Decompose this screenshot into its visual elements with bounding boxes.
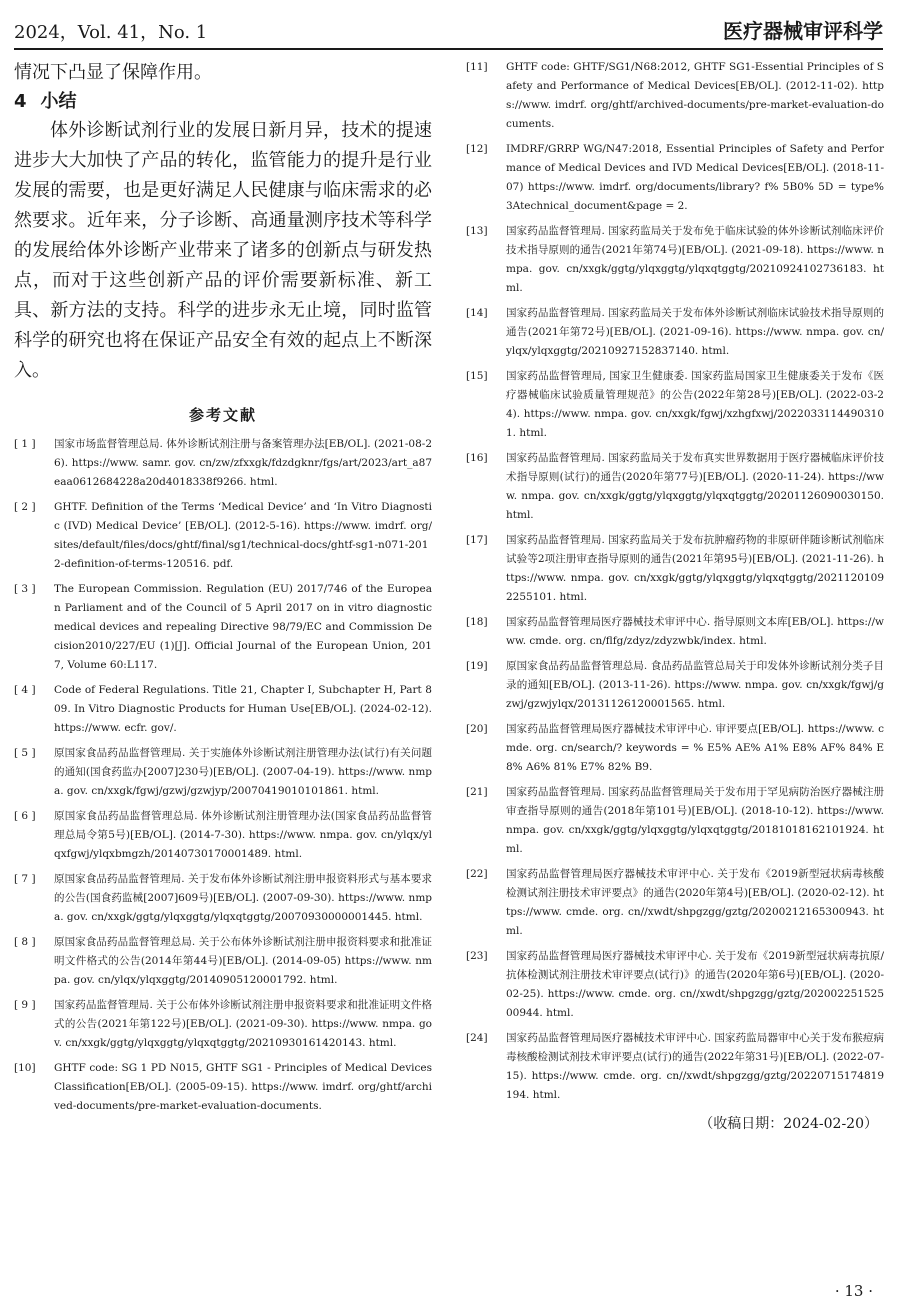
reference-item <box>466 865 884 941</box>
reference-number: [20] <box>466 723 488 735</box>
section-number: 4 <box>14 91 27 112</box>
reference-number: [ 1 ] <box>14 438 36 450</box>
reference-number: [ 8 ] <box>14 936 36 948</box>
reference-text: 国家药品监督管理局医疗器械技术审评中心. 国家药监局器审中心关于发布猴痘病毒核酸检测试剂技术审评要点(试行)的通告(2022年第31号)[EB/OL]. (2022-07-15). https://www. cmde. org. cn//xwdt/shpgzgg/gztg/20220715174819194. html. <box>506 1032 884 1101</box>
reference-number: [18] <box>466 616 488 628</box>
references-list-right <box>466 58 884 1105</box>
right-column <box>466 58 884 1133</box>
summary-paragraph: 体外诊断试剂行业的发展日新月异，技术的提速进步大大加快了产品的转化，监管能力的提升是行业发展的需要，也是更好满足人民健康与临床需求的必然要求。近年来，分子诊断、高通量测序技术等科学的发展给体外诊断产业带来了诸多的创新点与研发热点，而对于这些创新产品的评价需要新标准、新工具、新方法的支持。科学的进步永无止境，同时监管科学的研究也将在保证产品安全有效的起点上不断深入。 <box>14 120 432 381</box>
reference-text: 国家药品监督管理局. 国家药监局关于发布免于临床试验的体外诊断试剂临床评价技术指导原则的通告(2021年第74号)[EB/OL]. (2021-09-18). https://www. nmpa. gov. cn/xxgk/ggtg/ylqxggtg/ylqxqtggtg/20210924102736183. html. <box>506 225 884 294</box>
reference-item <box>466 58 884 134</box>
reference-number: [ 4 ] <box>14 684 36 696</box>
reference-item <box>14 681 432 738</box>
reference-text: 国家药品监督管理局医疗器械技术审评中心. 指导原则文本库[EB/OL]. https://www. cmde. org. cn/flfg/zdyz/zdyzwbk/index. html. <box>506 616 884 647</box>
carryover-text: 情况下凸显了保障作用。 <box>14 62 212 83</box>
received-date: （收稿日期：2024-02-20） <box>699 1116 878 1132</box>
journal-issue: 2024，Vol. 41，No. 1 <box>14 22 208 43</box>
reference-text: 原国家食品药品监督管理总局. 食品药品监管总局关于印发体外诊断试剂分类子目录的通知[EB/OL]. (2013-11-26). https://www. nmpa. gov. cn/xxgk/fgwj/gzwj/gzwjylqx/20131126120001565. html. <box>506 660 884 710</box>
reference-number: [13] <box>466 225 488 237</box>
reference-number: [12] <box>466 143 488 155</box>
reference-text: 原国家食品药品监督管理局. 关于实施体外诊断试剂注册管理办法(试行)有关问题的通知(国食药监办[2007]230号)[EB/OL]. (2007-04-19). https://www. nmpa. gov. cn/xxgk/fgwj/gzwj/gzwjyp/20070419010101861. html. <box>54 747 432 797</box>
reference-number: [ 6 ] <box>14 810 36 822</box>
reference-item <box>14 498 432 574</box>
reference-text: IMDRF/GRRP WG/N47:2018, Essential Principles of Safety and Performance of Medical Devices and IVD Medical Devices[EB/OL]. (2018-11-07) https://www. imdrf. org/documents/library? f% 5B0% 5D = type% 3Atechnical_document&page = 2. <box>506 143 884 212</box>
reference-text: 国家药品监督管理局. 国家药监局关于发布真实世界数据用于医疗器械临床评价技术指导原则(试行)的通告(2020年第77号)[EB/OL]. (2020-11-24). https://www. nmpa. gov. cn/xxgk/ggtg/ylqxggtg/ylqxqtggtg/20201126090030150. html. <box>506 452 884 521</box>
reference-number: [24] <box>466 1032 488 1044</box>
reference-item <box>466 657 884 714</box>
reference-number: [19] <box>466 660 488 672</box>
reference-item <box>14 933 432 990</box>
left-column <box>14 58 432 1122</box>
reference-number: [ 7 ] <box>14 873 36 885</box>
section-heading <box>14 88 432 116</box>
reference-item <box>14 807 432 864</box>
reference-text: The European Commission. Regulation (EU) 2017/746 of the European Parliament and of the Council of 5 April 2017 on in vitro diagnostic medical devices and repealing Directive 98/79/EC and Commission Decision2010/227/EU (1)[J]. Official Journal of the European Union, 2017, Volume 60:L117. <box>54 583 432 671</box>
reference-number: [ 5 ] <box>14 747 36 759</box>
reference-number: [16] <box>466 452 488 464</box>
reference-text: 原国家食品药品监督管理总局. 关于公布体外诊断试剂注册申报资料要求和批准证明文件格式的公告(2014年第44号)[EB/OL]. (2014-09-05) https://www. nmpa. gov. cn/ylqx/ylqxggtg/20140905120001792. html. <box>54 936 432 986</box>
page-header <box>14 16 883 50</box>
reference-text: GHTF code: GHTF/SG1/N68:2012, GHTF SG1-Essential Principles of Safety and Performance of Medical Devices[EB/OL]. (2012-11-02). https://www. imdrf. org/ghtf/archived-documents/pre-market-evaluation-documents. <box>506 61 884 130</box>
reference-text: 原国家食品药品监督管理总局. 体外诊断试剂注册管理办法(国家食品药品监督管理总局令第5号)[EB/OL]. (2014-7-30). https://www. nmpa. gov. cn/ylqx/ylqxfgwj/ylqxbmgzh/20140730170001489. html. <box>54 810 432 860</box>
reference-item <box>466 222 884 298</box>
reference-item <box>466 720 884 777</box>
reference-number: [ 2 ] <box>14 501 36 513</box>
reference-item <box>466 531 884 607</box>
reference-number: [11] <box>466 61 488 73</box>
reference-text: GHTF code: SG 1 PD N015, GHTF SG1 - Principles of Medical Devices Classification[EB/OL]. (2005-09-15). https://www. imdrf. org/ghtf/archived-documents/pre-market-evaluation-documents. <box>54 1062 432 1112</box>
reference-item <box>466 783 884 859</box>
references-list-left <box>14 435 432 1116</box>
references-title: 参考文献 <box>188 406 257 424</box>
reference-number: [22] <box>466 868 488 880</box>
reference-number: [ 9 ] <box>14 999 36 1011</box>
reference-item <box>14 580 432 675</box>
reference-number: [23] <box>466 950 488 962</box>
reference-text: 原国家食品药品监督管理局. 关于发布体外诊断试剂注册申报资料形式与基本要求的公告(国食药监械[2007]609号)[EB/OL]. (2007-09-30). https://www. nmpa. gov. cn/xxgk/ggtg/ylqxggtg/ylqxqtggtg/20070930000001445. html. <box>54 873 432 923</box>
reference-item <box>14 996 432 1053</box>
reference-item <box>14 744 432 801</box>
reference-text: 国家药品监督管理局. 国家药监局关于发布体外诊断试剂临床试验技术指导原则的通告(2021年第72号)[EB/OL]. (2021-09-16). https://www. nmpa. gov. cn/ylqx/ylqxggtg/20210927152837140. html. <box>506 307 884 357</box>
journal-name: 医疗器械审评科学 <box>723 19 883 43</box>
reference-item <box>466 613 884 651</box>
reference-text: Code of Federal Regulations. Title 21, Chapter I, Subchapter H, Part 809. In Vitro Diagnostic Products for Human Use[EB/OL]. (2024-02-12). https://www. ecfr. gov/. <box>54 684 432 734</box>
reference-text: 国家药品监督管理局. 关于公布体外诊断试剂注册申报资料要求和批准证明文件格式的公告(2021年第122号)[EB/OL]. (2021-09-30). https://www. nmpa. gov. cn/xxgk/ggtg/ylqxggtg/ylqxqtggtg/20210930161420143. html. <box>54 999 432 1049</box>
reference-number: [17] <box>466 534 488 546</box>
reference-text: 国家药品监督管理局医疗器械技术审评中心. 审评要点[EB/OL]. https://www. cmde. org. cn/search/? keywords = % E5% AE% A1% E8% AF% 84% E8% A6% 81% E7% 82% B9. <box>506 723 884 773</box>
reference-item <box>466 367 884 443</box>
reference-text: 国家药品监督管理局医疗器械技术审评中心. 关于发布《2019新型冠状病毒抗原/抗体检测试剂注册技术审评要点(试行)》的通告(2020年第6号)[EB/OL]. (2020-02-25). https://www. cmde. org. cn//xwdt/shpgzgg/gztg/20200225152500944. html. <box>506 950 884 1019</box>
reference-item <box>466 140 884 216</box>
reference-item <box>14 435 432 492</box>
reference-text: 国家药品监督管理局. 国家药监局关于发布抗肿瘤药物的非原研伴随诊断试剂临床试验等2项注册审查指导原则的通告(2021年第95号)[EB/OL]. (2021-11-26). https://www. nmpa. gov. cn/xxgk/ggtg/ylqxggtg/ylqxqtggtg/20211201092255101. html. <box>506 534 884 603</box>
reference-number: [21] <box>466 786 488 798</box>
page-number: · 13 · <box>834 1282 873 1300</box>
section-title: 小结 <box>40 91 77 112</box>
reference-item <box>466 304 884 361</box>
reference-number: [15] <box>466 370 488 382</box>
reference-item <box>466 947 884 1023</box>
reference-text: 国家药品监督管理局医疗器械技术审评中心. 关于发布《2019新型冠状病毒核酸检测试剂注册技术审评要点》的通告(2020年第4号)[EB/OL]. (2020-02-12). https://www. cmde. org. cn//xwdt/shpgzgg/gztg/20200212165300943. html. <box>506 868 884 937</box>
reference-number: [14] <box>466 307 488 319</box>
reference-item <box>14 1059 432 1116</box>
reference-item <box>14 870 432 927</box>
reference-number: [10] <box>14 1062 36 1074</box>
reference-number: [ 3 ] <box>14 583 36 595</box>
reference-text: 国家市场监督管理总局. 体外诊断试剂注册与备案管理办法[EB/OL]. (2021-08-26). https://www. samr. gov. cn/zw/zfxxgk/fdzdgknr/fgs/art/2023/art_a87eaa0612684228a20d4018338f9266. html. <box>54 438 432 488</box>
reference-item <box>466 449 884 525</box>
reference-item <box>466 1029 884 1105</box>
reference-text: GHTF. Definition of the Terms ‘Medical Device’ and ‘In Vitro Diagnostic (IVD) Medical Device’ [EB/OL]. (2012-5-16). https://www. imdrf. org/sites/default/files/docs/ghtf/final/sg1/technical-docs/ghtf-sg1-n071-2012-definition-of-terms-120516. pdf. <box>54 501 432 570</box>
reference-text: 国家药品监督管理局. 国家药品监督管理局关于发布用于罕见病防治医疗器械注册审查指导原则的通告(2018年第101号)[EB/OL]. (2018-10-12). https://www. nmpa. gov. cn/xxgk/ggtg/ylqxggtg/ylqxqtggtg/20181018162101924. html. <box>506 786 884 855</box>
reference-text: 国家药品监督管理局, 国家卫生健康委. 国家药监局国家卫生健康委关于发布《医疗器械临床试验质量管理规范》的公告(2022年第28号)[EB/OL]. (2022-03-24). https://www. nmpa. gov. cn/xxgk/fgwj/xzhgfxwj/20220331144903101. html. <box>506 370 884 439</box>
